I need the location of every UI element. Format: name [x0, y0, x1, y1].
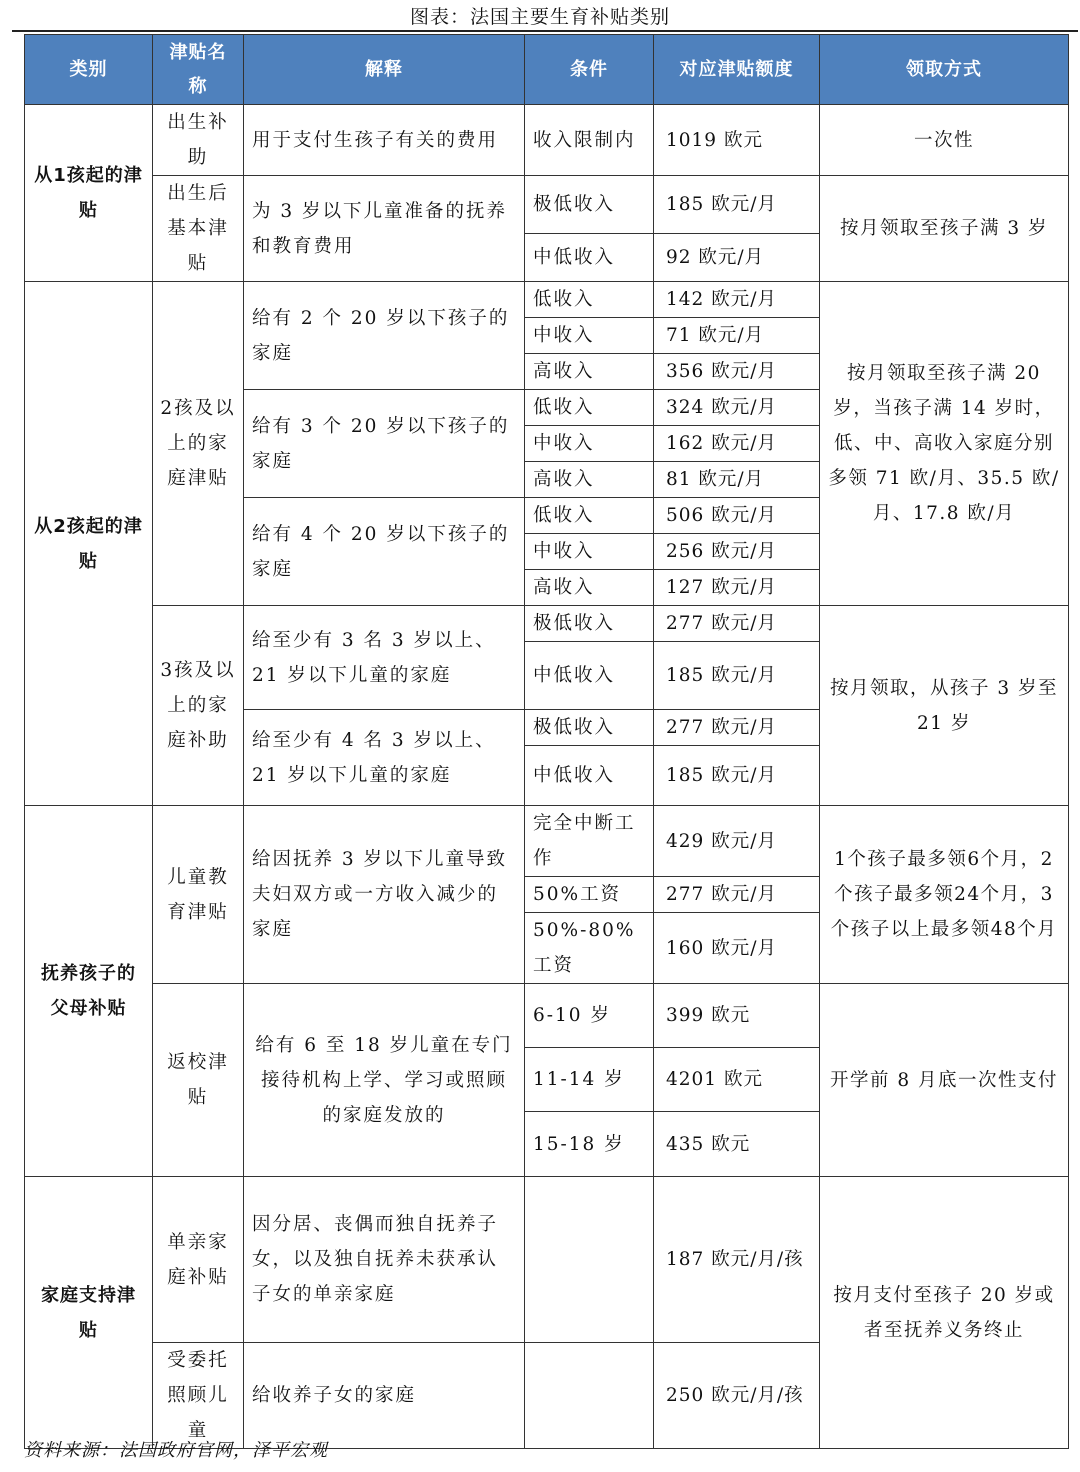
subsidy-name: 单亲家庭补贴: [153, 1177, 244, 1343]
subsidy-explanation: 给因抚养 3 岁以下儿童导致夫妇双方或一方收入减少的家庭: [244, 806, 525, 984]
condition-cell: 中收入: [525, 426, 654, 462]
condition-cell: 完全中断工作: [525, 806, 654, 877]
method-cell: 一次性: [820, 105, 1069, 176]
subsidy-explanation: 用于支付生孩子有关的费用: [244, 105, 525, 176]
subsidy-name: 出生后基本津贴: [153, 176, 244, 282]
condition-cell: 收入限制内: [525, 105, 654, 176]
condition-cell: [525, 1177, 654, 1343]
amount-cell: 187 欧元/月/孩: [654, 1177, 820, 1343]
table-row: [25, 1177, 1069, 1343]
table-row: [25, 806, 1069, 877]
method-cell: 按月领取，从孩子 3 岁至 21 岁: [820, 606, 1069, 806]
table-row: [25, 105, 1069, 176]
subsidy-explanation: 给收养子女的家庭: [244, 1343, 525, 1449]
amount-cell: 160 欧元/月: [654, 913, 820, 984]
amount-cell: 1019 欧元: [654, 105, 820, 176]
header-explanation: 解释: [244, 35, 525, 105]
amount-cell: 185 欧元/月: [654, 642, 820, 710]
amount-cell: 429 欧元/月: [654, 806, 820, 877]
amount-cell: 277 欧元/月: [654, 606, 820, 642]
subsidy-explanation: 给有 2 个 20 岁以下孩子的家庭: [244, 282, 525, 390]
subsidy-explanation: 给有 6 至 18 岁儿童在专门接待机构上学、学习或照顾的家庭发放的: [244, 984, 525, 1177]
subsidy-table: [24, 34, 1069, 1449]
subsidy-explanation: 给有 3 个 20 岁以下孩子的家庭: [244, 390, 525, 498]
condition-cell: 中收入: [525, 534, 654, 570]
amount-cell: 250 欧元/月/孩: [654, 1343, 820, 1449]
subsidy-explanation: 给至少有 3 名 3 岁以上、21 岁以下儿童的家庭: [244, 606, 525, 710]
condition-cell: 中低收入: [525, 746, 654, 806]
subsidy-name: 出生补助: [153, 105, 244, 176]
subsidy-name: 3孩及以上的家庭补助: [153, 606, 244, 806]
amount-cell: 324 欧元/月: [654, 390, 820, 426]
category-cell: 从1孩起的津贴: [25, 105, 153, 282]
condition-cell: 极低收入: [525, 606, 654, 642]
amount-cell: 4201 欧元: [654, 1048, 820, 1112]
amount-cell: 277 欧元/月: [654, 710, 820, 746]
header-category: 类别: [25, 35, 153, 105]
condition-cell: 6-10 岁: [525, 984, 654, 1048]
condition-cell: 低收入: [525, 498, 654, 534]
condition-cell: 低收入: [525, 282, 654, 318]
condition-cell: 中收入: [525, 318, 654, 354]
amount-cell: 92 欧元/月: [654, 234, 820, 282]
condition-cell: 高收入: [525, 354, 654, 390]
table-row: [25, 176, 1069, 234]
amount-cell: 256 欧元/月: [654, 534, 820, 570]
method-cell: 按月领取至孩子满 3 岁: [820, 176, 1069, 282]
category-cell: 抚养孩子的父母补贴: [25, 806, 153, 1177]
condition-cell: 50%工资: [525, 877, 654, 913]
header-row: [25, 35, 1069, 105]
condition-cell: [525, 1343, 654, 1449]
amount-cell: 81 欧元/月: [654, 462, 820, 498]
category-cell: 从2孩起的津贴: [25, 282, 153, 806]
amount-cell: 142 欧元/月: [654, 282, 820, 318]
amount-cell: 356 欧元/月: [654, 354, 820, 390]
amount-cell: 127 欧元/月: [654, 570, 820, 606]
condition-cell: 中低收入: [525, 642, 654, 710]
method-cell: 1个孩子最多领6个月，2个孩子最多领24个月，3个孩子以上最多领48个月: [820, 806, 1069, 984]
table-row: [25, 282, 1069, 318]
amount-cell: 71 欧元/月: [654, 318, 820, 354]
amount-cell: 185 欧元/月: [654, 176, 820, 234]
header-condition: 条件: [525, 35, 654, 105]
condition-cell: 低收入: [525, 390, 654, 426]
table-caption: 图表：法国主要生育补贴类别: [409, 6, 670, 28]
condition-cell: 极低收入: [525, 710, 654, 746]
subsidy-explanation: 因分居、丧偶而独自抚养子女，以及独自抚养未获承认子女的单亲家庭: [244, 1177, 525, 1343]
method-cell: 按月支付至孩子 20 岁或者至抚养义务终止: [820, 1177, 1069, 1449]
caption-rule: [12, 30, 1078, 32]
condition-cell: 中低收入: [525, 234, 654, 282]
category-cell: 家庭支持津贴: [25, 1177, 153, 1449]
condition-cell: 50%-80% 工资: [525, 913, 654, 984]
condition-cell: 15-18 岁: [525, 1112, 654, 1177]
header-amount: 对应津贴额度: [654, 35, 820, 105]
header-method: 领取方式: [820, 35, 1069, 105]
source-note: 资料来源：法国政府官网，泽平宏观: [24, 1440, 328, 1461]
condition-cell: 极低收入: [525, 176, 654, 234]
subsidy-name: 2孩及以上的家庭津贴: [153, 282, 244, 606]
subsidy-explanation: 给至少有 4 名 3 岁以上、21 岁以下儿童的家庭: [244, 710, 525, 806]
amount-cell: 435 欧元: [654, 1112, 820, 1177]
subsidy-name: 儿童教育津贴: [153, 806, 244, 984]
subsidy-name: 受委托照顾儿童: [153, 1343, 244, 1449]
amount-cell: 277 欧元/月: [654, 877, 820, 913]
amount-cell: 162 欧元/月: [654, 426, 820, 462]
amount-cell: 399 欧元: [654, 984, 820, 1048]
method-cell: 按月领取至孩子满 20 岁，当孩子满 14 岁时，低、中、高收入家庭分别多领 71 欧/月、35.5 欧/月、17.8 欧/月: [820, 282, 1069, 606]
amount-cell: 185 欧元/月: [654, 746, 820, 806]
condition-cell: 高收入: [525, 462, 654, 498]
condition-cell: 11-14 岁: [525, 1048, 654, 1112]
condition-cell: 高收入: [525, 570, 654, 606]
table-row: [25, 606, 1069, 642]
amount-cell: 506 欧元/月: [654, 498, 820, 534]
subsidy-explanation: 给有 4 个 20 岁以下孩子的家庭: [244, 498, 525, 606]
table-row: [25, 984, 1069, 1048]
subsidy-explanation: 为 3 岁以下儿童准备的抚养和教育费用: [244, 176, 525, 282]
method-cell: 开学前 8 月底一次性支付: [820, 984, 1069, 1177]
subsidy-name: 返校津贴: [153, 984, 244, 1177]
header-name: 津贴名称: [153, 35, 244, 105]
